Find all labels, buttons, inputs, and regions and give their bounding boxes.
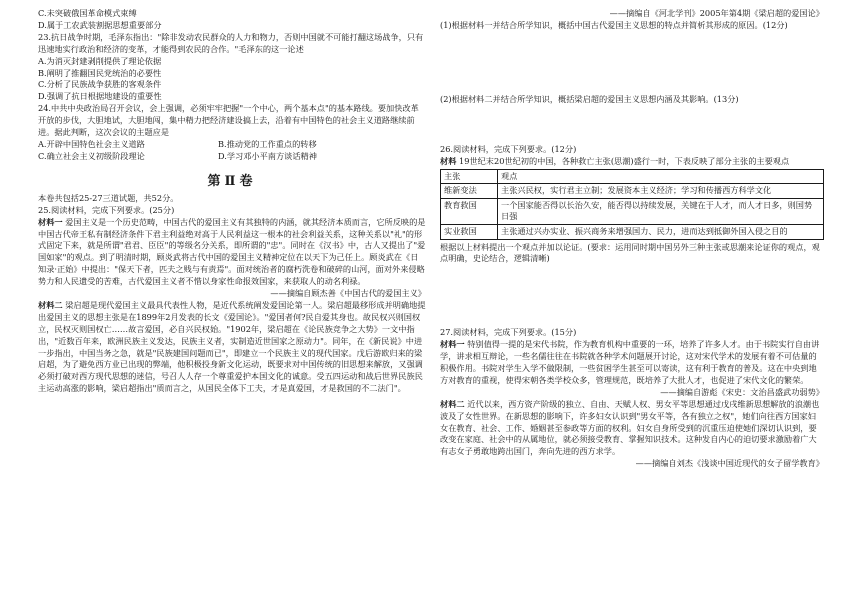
ideas-table [440, 169, 824, 240]
section-title: 第Ⅱ卷 [207, 173, 257, 189]
material-1-text: 爱国主义是一个历史范畴，中国古代的爱国主义有其独特的内涵，就其经济本质而言，它所反映的是中国古代帝王私有制经济条件下君主利益绝对高于人民利益这一根本的社会利益关系，这种关系以"礼"的形式固定下来，就是所谓"君君、臣臣"的等级名分关系，即所谓的"忠"。同时在《汉书》中，古人又提出了"爱国如家"的观点。到了明清时期，顾炎武将古代中国的爱国主义精神定位在以天下为己任上。顾炎武在《日知录·正始》中提出："保天下者，匹夫之贱与有责焉"。面对统治者的腐朽洗卷和破碎的山河，面对外来侵略势力和人民遗受的苦难，古代爱国主义者不惜以身家性命报效国家，来获取人的动名利禄。 [38, 216, 426, 287]
material-1 [38, 217, 426, 288]
table-cell: 维新变法 [441, 184, 498, 199]
material-27-1-source: ——摘编自游彪《宋史：文治昌盛武功弱势》 [660, 386, 824, 397]
table-cell: 一个国家能否得以长治久安，能否得以持续发展，关键在于人才，而人才日多，则国势日强 [498, 198, 824, 224]
material-27-1-label: 材料一 [440, 339, 465, 350]
table-cell: 教育救国 [441, 198, 498, 224]
material-2 [38, 300, 426, 395]
answer-space-25-2 [440, 106, 824, 144]
q23-option-c: C.分析了民族战争获胜的客观条件 [38, 79, 162, 90]
table-row [441, 198, 824, 224]
q24-options-row-2 [38, 151, 426, 163]
material-27-1-text: 特别值得一提的是宋代书院，作为教育机构中重要的一环，培养了许多人才。由于书院实行自由讲学，讲求相互辩论，一些名儒往往在书院就各种学术问题展开讨论，这对宋代学术的发展有着不可估量的积极作用。书院对学生入学不做限制，一些贫困学生甚至可以寄读，这有利于教育的普及。这在中央到地方对教育的重视，使得宋朝各类学校众多，管理规范，既培养了大批人才，也促进了宋代文化的繁荣。 [440, 339, 820, 385]
material-27-2-text: 近代以来，西方资产阶级的独立、自由、天赋人权、男女平等思想通过戊戌维新思想解放的浪潮也波及了女性世界。在新思想的影响下，许多妇女认识到"男女平等，各有独立之权"，她们向往西方国家妇女在教育、社会、工作、婚姻甚至参政等方面的权利。妇女自身所受到的沉重压迫使她们深切认识到，要改变在家庭、社会中的从属地位，就必须接受教育、掌握知识技术。这种发自内心的迫切要求激励着广大有志女子勇敢地跨出国门，奔向先进的西方求学。 [440, 398, 820, 457]
table-cell: 主张通过兴办实业、振兴商务来增强国力、民力，进而达到抵御外国入侵之目的 [498, 224, 824, 239]
material-1-label: 材料一 [38, 216, 63, 227]
q26-material-label: 材料 [440, 155, 457, 166]
answer-space-26 [440, 265, 824, 327]
question-26-task: 根据以上材料提出一个观点并加以论证。(要求：运用同时期中国另外三种主张或思潮来论证你的观点，观点明确，史论结合，逻辑清晰) [440, 241, 820, 264]
material-2-source: ——摘编自《河北学刊》2005年第4期《梁启超的爱国论》 [609, 8, 824, 18]
q23-option-d: D.强调了抗日根据地建设的重要性 [38, 91, 162, 102]
table-header-cell: 主张 [441, 169, 498, 184]
material-27-2-label: 材料二 [440, 398, 465, 409]
q24-option-b: B.推动党的工作重点的转移 [218, 138, 317, 149]
question-26-heading: 26.阅读材料，完成下列要求。(12分) [440, 143, 577, 154]
question-26-material [440, 156, 824, 168]
table-header-row [441, 169, 824, 184]
q24-option-a: A.开辟中国特色社会主义道路 [38, 138, 145, 149]
q23-option-a: A.为消灭封建剥削提供了理论依据 [38, 55, 162, 66]
material-27-1 [440, 339, 824, 387]
table-row [441, 184, 824, 199]
question-25-part-2: (2)根据材料二并结合所学知识，概括梁启超的爱国主义思想内涵及其影响。(13分) [440, 93, 739, 104]
q24-option-c: C.确立社会主义初级阶段理论 [38, 150, 145, 161]
left-column [38, 8, 426, 395]
material-27-2-source: ——摘编自刘杰《浅谈中国近现代的女子留学教育》 [635, 458, 824, 469]
question-24-stem: 24.中共中央政治局召开会议，会上强调，必须牢牢把握"一个中心，两个基本点"的基本路线。要加快改革开放的步伐，大胆地试，大胆地闯，集中精力把经济建设搞上去，沿着有中国特色的社会主义道路继续前进。据此判断，这次会议的主题应是 [38, 103, 419, 138]
table-row [441, 224, 824, 239]
q24-option-d: D.学习邓小平南方谈话精神 [218, 150, 317, 161]
question-25-part-1: (1)根据材料一并结合所学知识，概括中国古代爱国主义思想的特点并简析其形成的原因。(12分) [440, 19, 788, 30]
material-2-label: 材料二 [38, 299, 63, 310]
right-column [440, 8, 824, 470]
q22-option-c: C.未突破俄国革命模式束缚 [38, 8, 137, 18]
question-23-stem: 23.抗日战争时期，毛泽东指出："除非发动农民群众的人力和物力，否则中国就不可能打翻这场战争，只有迅速地实行政治和经济的变革，才能得到农民的合作。"毛泽东的这一论述 [38, 31, 424, 54]
question-27-heading: 27.阅读材料，完成下列要求。(15分) [440, 327, 577, 338]
q24-options-row-1 [38, 139, 426, 151]
q26-material-text: 19世纪末20世纪初的中国，各种救亡主张(思潮)盛行一时，下表反映了部分主张的主要观点 [459, 155, 790, 166]
q23-option-b: B.阐明了推翻国民党统治的必要性 [38, 67, 162, 78]
question-25-heading: 25.阅读材料，完成下列要求。(25分) [38, 204, 175, 215]
section-note: 本卷共包括25-27三道试题，共52分。 [38, 192, 179, 203]
answer-space-25-1 [440, 32, 824, 94]
table-header-cell: 观点 [498, 169, 824, 184]
material-1-source: ——摘编自顾杰善《中国古代的爱国主义》 [270, 288, 426, 299]
table-cell: 实业救国 [441, 224, 498, 239]
material-27-2 [440, 399, 824, 459]
table-cell: 主张兴民权，实行君主立制；发展资本主义经济；学习和传播西方科学文化 [498, 184, 824, 199]
q22-option-d: D.属于工农武装割据思想重要部分 [38, 19, 162, 30]
material-2-text: 梁启超是现代爱国主义最具代表性人物，是近代系统阐发爱国论第一人。梁启超最移形成并明确地提出爱国主义的思想主张是在1899年2月发表的长文《爱国论》。"爱国者何?民自爱其身也。故民权兴则国权立，民权灭则国权亡……故言爱国，必自兴民权始。"1902年，梁启超在《论民族竞争之大势》一文中指出，"近数百年来，欧洲民族主义发达，民族主义者，实制造近世国家之原动力"。同年，在《新民说》中进一步指出，中国当务之急，就是"民族建国问题而已"，即建立一个民族主义的现代国家。戊后游欧归来的梁启超，为了避免西方业已出现的弊端，他积极投身新文化运动，既要求对中国传统的旧思想来解放，又强调必须打破对西方现代思想的迷信，号召人人存一个尊重爱护本国文化的诚意。受五四运动和战后世界民族民主运动高涨的影响，梁启超指出"质而言之，从国民全体下工夫，才是真爱国，才是救国的不二法门"。 [38, 299, 426, 394]
